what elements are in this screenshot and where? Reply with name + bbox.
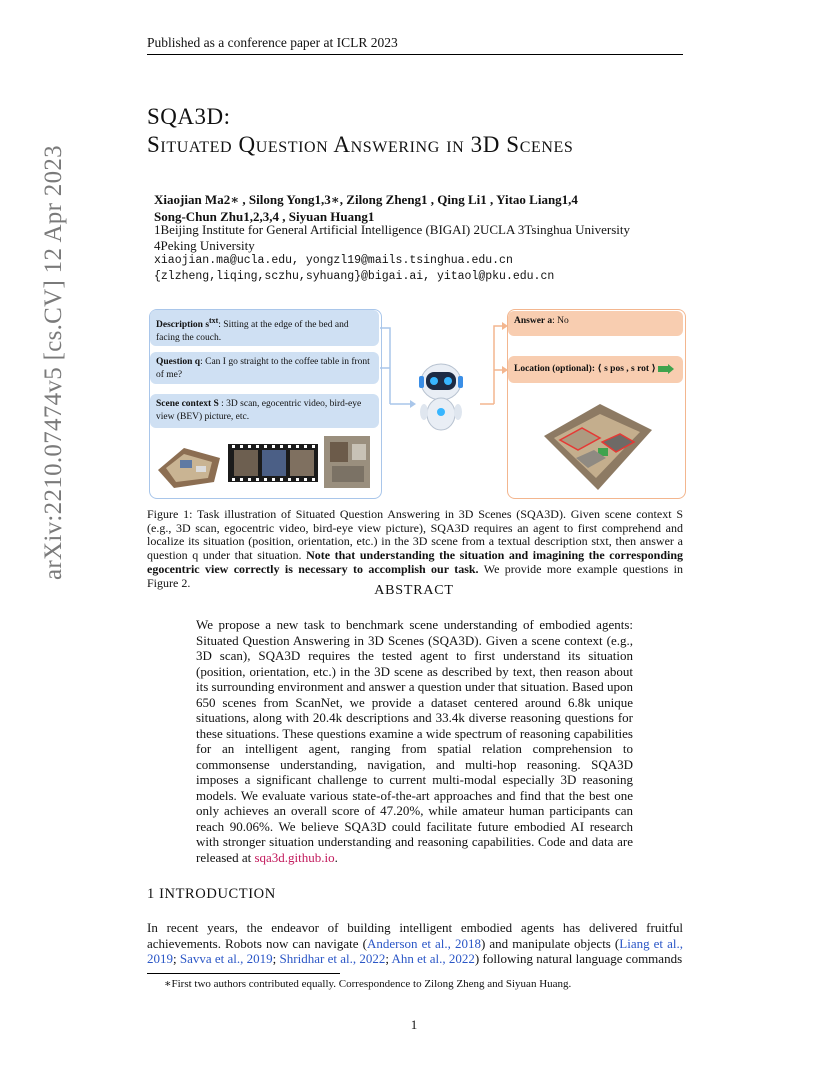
answer-box — [508, 311, 683, 336]
citation-shridhar[interactable]: Shridhar et al., 2022 — [279, 951, 386, 967]
caption-bold: Note that understanding the situation and imagining the corresponding egocentric view correctly is necessary to accomplish our task. — [147, 548, 684, 576]
figure-caption — [147, 508, 683, 590]
paper-title-line2: Situated Question Answering in 3D Scenes — [147, 132, 574, 157]
author-line-2: Song-Chun Zhu1,2,3,4 , Siyuan Huang1 — [154, 209, 375, 224]
abstract-text: We propose a new task to benchmark scene understanding of embodied agents: Situated Question Answering in 3D Scenes (SQA3D). Given a scene context (e.g., 3D scan), SQA3D requires the tested agent to first understand its situation (position, orientation, etc.) in the 3D scene as described by text, then reason about its surrounding environment and answer a question under that situation. Based upon 650 scenes from ScanNet, we provide a dataset centered around 6.8k unique situations, along with 20.4k descriptions and 33.4k diverse reasoning questions for these situations. These questions examine a wide spectrum of reasoning capabilities for an intelligent agent, ranging from spatial relation comprehension to commonsense understanding, navigation, and multi-hop reasoning. SQA3D imposes a significant challenge to current multi-modal especially 3D reasoning models. We evaluate various state-of-the-art approaches and find that the best one only achieves an overall score of 47.20%, while amateur human participants can reach 90.06%. We believe SQA3D could facilitate future embodied AI research with stronger situation understanding and reasoning capabilities. Code and data are released at — [196, 617, 633, 865]
abstract-end: . — [334, 849, 338, 865]
header-rule — [147, 54, 683, 55]
scan-thumbnail — [158, 448, 220, 488]
citation-liang[interactable]: Liang et al., 2019 — [147, 935, 683, 967]
section-heading-introduction: 1 INTRODUCTION — [147, 886, 276, 902]
question-label: Question q — [156, 357, 201, 367]
3d-scene-render — [540, 386, 655, 494]
context-text: : 3D scan, egocentric video, bird-eye view (BEV) picture, etc. — [156, 399, 362, 422]
email-line-2: {zlzheng,liqing,sczhu,syhuang}@bigai.ai, yitaol@pku.edu.cn — [154, 270, 555, 283]
scene-context-images — [154, 430, 376, 492]
arxiv-id: arXiv:2210.07474v5 [cs.CV] 12 Apr 2023 — [40, 145, 67, 580]
orientation-arrow-icon — [658, 364, 674, 374]
answer-label: Answer a — [514, 316, 553, 326]
intro-text-4: ; — [272, 951, 280, 967]
affiliations — [154, 222, 694, 254]
description-box — [150, 310, 379, 346]
question-box — [150, 352, 379, 384]
intro-text-5: ; — [385, 951, 392, 967]
introduction-paragraph — [147, 920, 683, 967]
conference-header: Published as a conference paper at ICLR 2023 — [147, 35, 398, 50]
page-number: 1 — [410, 1017, 418, 1032]
citation-savva[interactable]: Savva et al., 2019 — [179, 951, 273, 967]
location-label: Location (optional): — [514, 364, 596, 374]
author-list — [154, 191, 694, 225]
location-formula: ⟨ s pos , s rot ⟩ — [597, 364, 656, 374]
caption-text: Figure 1: Task illustration of Situated Question Answering in 3D Scenes (SQA3D). Given scene context S (e.g., 3D scan, egocentric video, bird-eye view picture), SQA3D requires an agent to first comprehend and localize its situation (position, orientation, etc.) in the 3D scene from a textual description stxt, then answer a question q under that situation. — [147, 507, 683, 563]
citation-anderson[interactable]: Anderson et al., 2018 — [366, 935, 481, 951]
abstract-body — [196, 617, 633, 865]
description-text: : Sitting at the edge of the bed and facing the couch. — [156, 320, 349, 344]
question-text: : Can I go straight to the coffee table in front of me? — [156, 357, 370, 380]
answer-text: : No — [552, 316, 569, 326]
footnote: ∗First two authors contributed equally. Correspondence to Zilong Zheng and Siyuan Huang. — [164, 978, 572, 990]
paper-title-line1: SQA3D: — [147, 104, 231, 129]
bev-thumbnail — [324, 436, 370, 488]
citation-ahn[interactable]: Ahn et al., 2022 — [391, 951, 475, 967]
location-box — [508, 356, 683, 383]
intro-text-6: ) following natural language commands — [474, 951, 683, 967]
context-label: Scene context S — [156, 399, 219, 409]
code-link[interactable]: sqa3d.github.io — [254, 849, 335, 865]
description-sup: txt — [209, 316, 219, 325]
video-filmstrip — [228, 444, 318, 482]
intro-text-2: ) and manipulate objects ( — [480, 935, 620, 951]
footnote-rule — [147, 973, 340, 974]
author-line-1: Xiaojian Ma2∗ , Silong Yong1,3∗, Zilong Zheng1 , Qing Li1 , Yitao Liang1,4 — [154, 192, 578, 207]
intro-text-1: In recent years, the endeavor of building intelligent embodied agents has delivered fruitful achievements. Robots now can navigate ( — [147, 920, 683, 951]
intro-text-3: ; — [173, 951, 180, 967]
description-label: Description s — [156, 320, 210, 331]
affiliation-line-2: 4Peking University — [154, 238, 255, 253]
abstract-heading: ABSTRACT — [374, 583, 454, 598]
affiliation-line-1: 1Beijing Institute for General Artificial Intelligence (BIGAI) 2UCLA 3Tsinghua University — [154, 222, 631, 237]
email-line-1: xiaojian.ma@ucla.edu, yongzl19@mails.tsinghua.edu.cn — [154, 254, 513, 267]
context-box — [150, 394, 379, 428]
caption-tail: We provide more example questions in Figure 2. — [147, 561, 683, 590]
robot-agent-icon — [416, 358, 466, 438]
